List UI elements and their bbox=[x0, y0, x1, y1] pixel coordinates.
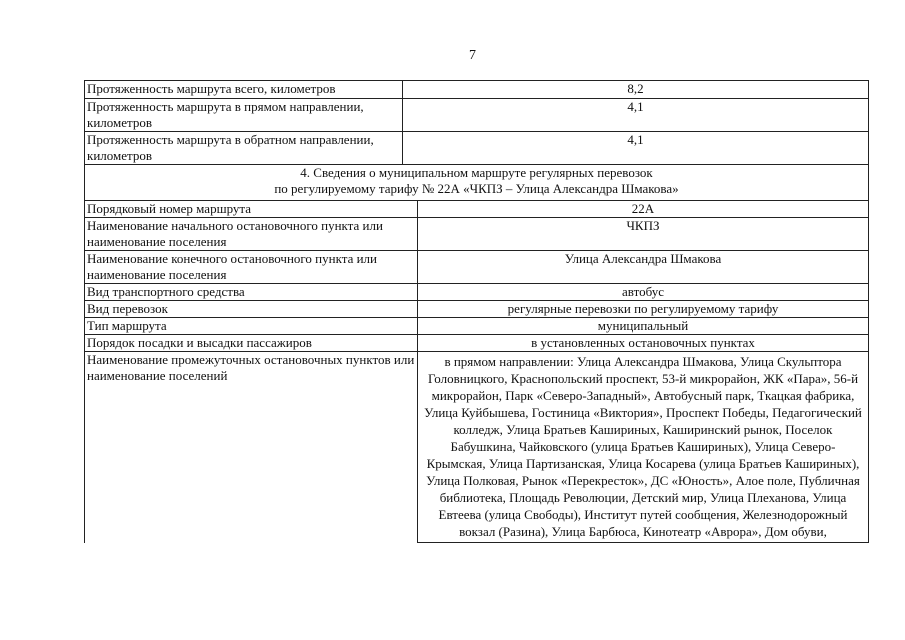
table-row bbox=[85, 284, 869, 301]
table-row bbox=[85, 201, 869, 218]
row-label: Протяженность маршрута всего, километров bbox=[85, 81, 403, 99]
row-label: Наименование начального остановочного пункта или наименование поселения bbox=[85, 218, 418, 251]
table-row bbox=[85, 218, 869, 251]
row-value: 22А bbox=[418, 201, 869, 218]
row-value: 8,2 bbox=[403, 81, 869, 99]
row-label: Вид перевозок bbox=[85, 301, 418, 318]
table-row bbox=[85, 99, 869, 132]
table-row bbox=[85, 251, 869, 284]
row-value: ЧКПЗ bbox=[418, 218, 869, 251]
table-row bbox=[85, 132, 869, 165]
table-row bbox=[85, 301, 869, 318]
intermediate-stops-value: в прямом направлении: Улица Александра Шмакова, Улица Скульптора Головницкого, Краснопольский проспект, 53-й микрорайон, ЖК «Пара», 56-й микрорайон, Парк «Северо-Западный», Автобусный парк, Ткацкая фабрика, Улица Куйбышева, Гостиница «Виктория», Проспект Победы, Педагогический колледж, Улица Братьев Кашириных, Каширинский рынок, Поселок Бабушкина, Чайковского (улица Братьев Кашириных), Улица Северо-Крымская, Улица Партизанская, Улица Косарева (улица Братьев Кашириных), Улица Полковая, Рынок «Перекресток», ДС «Юность», Алое поле, Публичная библиотека, Площадь Революции, Детский мир, Улица Плеханова, Улица Евтеева (улица Свободы), Институт путей сообщения, Железнодорожный вокзал (Разина), Улица Барбюса, Кинотеатр «Аврора», Дом обуви, bbox=[418, 352, 869, 543]
route-info-table bbox=[84, 80, 869, 543]
row-label: Протяженность маршрута в прямом направлении, километров bbox=[85, 99, 403, 132]
row-label: Вид транспортного средства bbox=[85, 284, 418, 301]
table-row bbox=[85, 81, 869, 99]
table-row bbox=[85, 352, 869, 543]
section-title-line-2: по регулируемому тарифу № 22А «ЧКПЗ – Улица Александра Шмакова» bbox=[274, 181, 679, 196]
row-value: автобус bbox=[418, 284, 869, 301]
row-label: Тип маршрута bbox=[85, 318, 418, 335]
row-value: 4,1 bbox=[403, 99, 869, 132]
row-label: Протяженность маршрута в обратном направлении, километров bbox=[85, 132, 403, 165]
row-label: Порядок посадки и высадки пассажиров bbox=[85, 335, 418, 352]
row-label: Порядковый номер маршрута bbox=[85, 201, 418, 218]
row-value: Улица Александра Шмакова bbox=[418, 251, 869, 284]
table-row bbox=[85, 335, 869, 352]
row-value: 4,1 bbox=[403, 132, 869, 165]
section-header-row bbox=[85, 165, 869, 201]
row-label: Наименование конечного остановочного пункта или наименование поселения bbox=[85, 251, 418, 284]
row-label: Наименование промежуточных остановочных пунктов или наименование поселений bbox=[85, 352, 418, 543]
row-value: регулярные перевозки по регулируемому тарифу bbox=[418, 301, 869, 318]
table-row bbox=[85, 318, 869, 335]
section-title-line-1: 4. Сведения о муниципальном маршруте регулярных перевозок bbox=[300, 165, 653, 180]
page-number: 7 bbox=[469, 48, 476, 63]
row-value: в установленных остановочных пунктах bbox=[418, 335, 869, 352]
row-value: муниципальный bbox=[418, 318, 869, 335]
section-title bbox=[85, 165, 869, 201]
